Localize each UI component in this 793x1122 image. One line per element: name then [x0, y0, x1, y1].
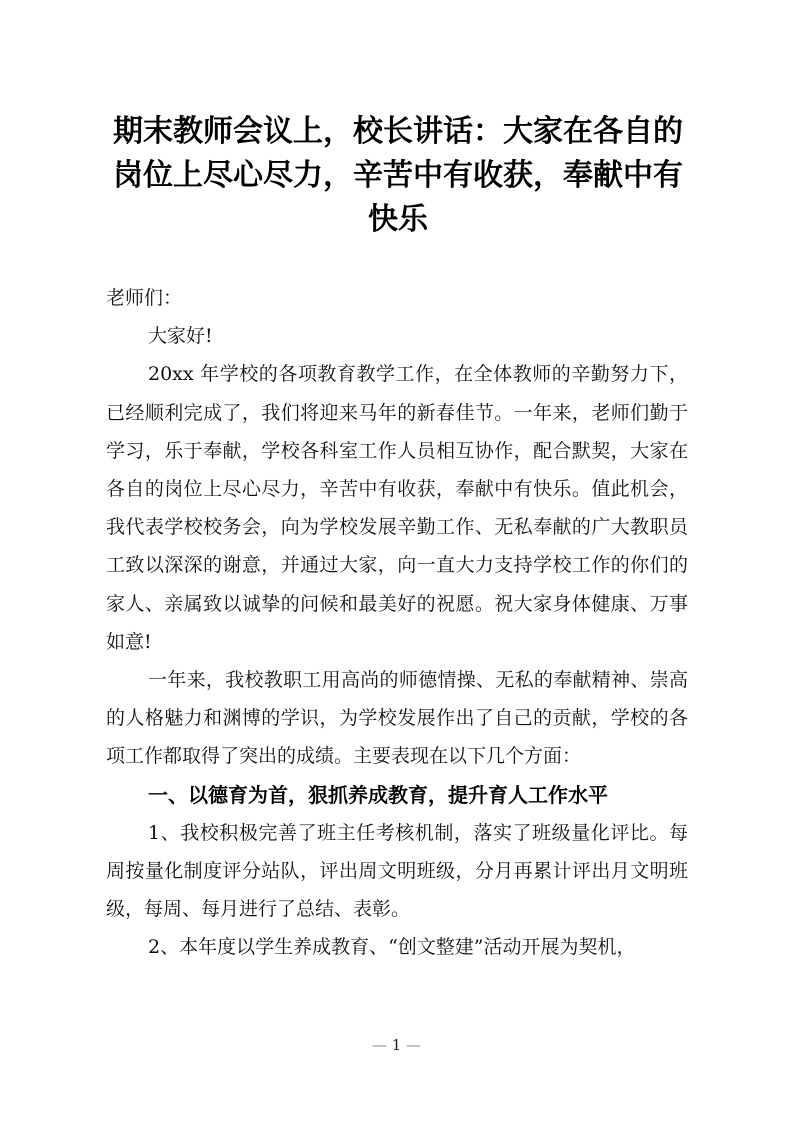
paragraph: 一年来，我校教职工用高尚的师德情操、无私的奉献精神、崇高的人格魅力和渊博的学识，为学校发展作出了自己的贡献，学校的各项工作都取得了突出的成绩。主要表现在以下几个方面： [106, 669, 688, 768]
dash-right: — [406, 1036, 422, 1054]
list-item: 2、本年度以学生养成教育、“创文整建”活动开展为契机， [148, 936, 636, 959]
section-heading: 一、以德育为首，狠抓养成教育，提升育人工作水平 [148, 782, 608, 807]
document-body [106, 279, 688, 967]
page-footer [0, 1036, 793, 1054]
paragraph: 20xx 年学校的各项教育教学工作，在全体教师的辛勤努力下，已经顺利完成了，我们将迎来马年的新春佳节。一年来，老师们勤于学习，乐于奉献，学校各科室工作人员相互协作，配合默契，大家在各自的岗位上尽心尽力，辛苦中有收获，奉献中有快乐。值此机会，我代表学校校务会，向为学校发展辛勤工作、无私奉献的广大教职员工致以深深的谢意，并通过大家，向一直大力支持学校工作的你们的家人、亲属致以诚挚的问候和最美好的祝愿。祝大家身体健康、万事如意! [106, 363, 688, 653]
document-title: 期末教师会议上，校长讲话：大家在各自的岗位上尽心尽力，辛苦中有收获，奉献中有快乐 [113, 114, 683, 237]
salutation: 老师们： [106, 287, 183, 309]
page-number: 1 [391, 1036, 402, 1054]
greeting: 大家好! [148, 325, 213, 348]
list-item: 1、我校积极完善了班主任考核机制，落实了班级量化评比。每周按量化制度评分站队，评出周文明班级，分月再累计评出月文明班级，每周、每月进行了总结、表彰。 [106, 821, 688, 921]
dash-left: — [371, 1036, 387, 1054]
